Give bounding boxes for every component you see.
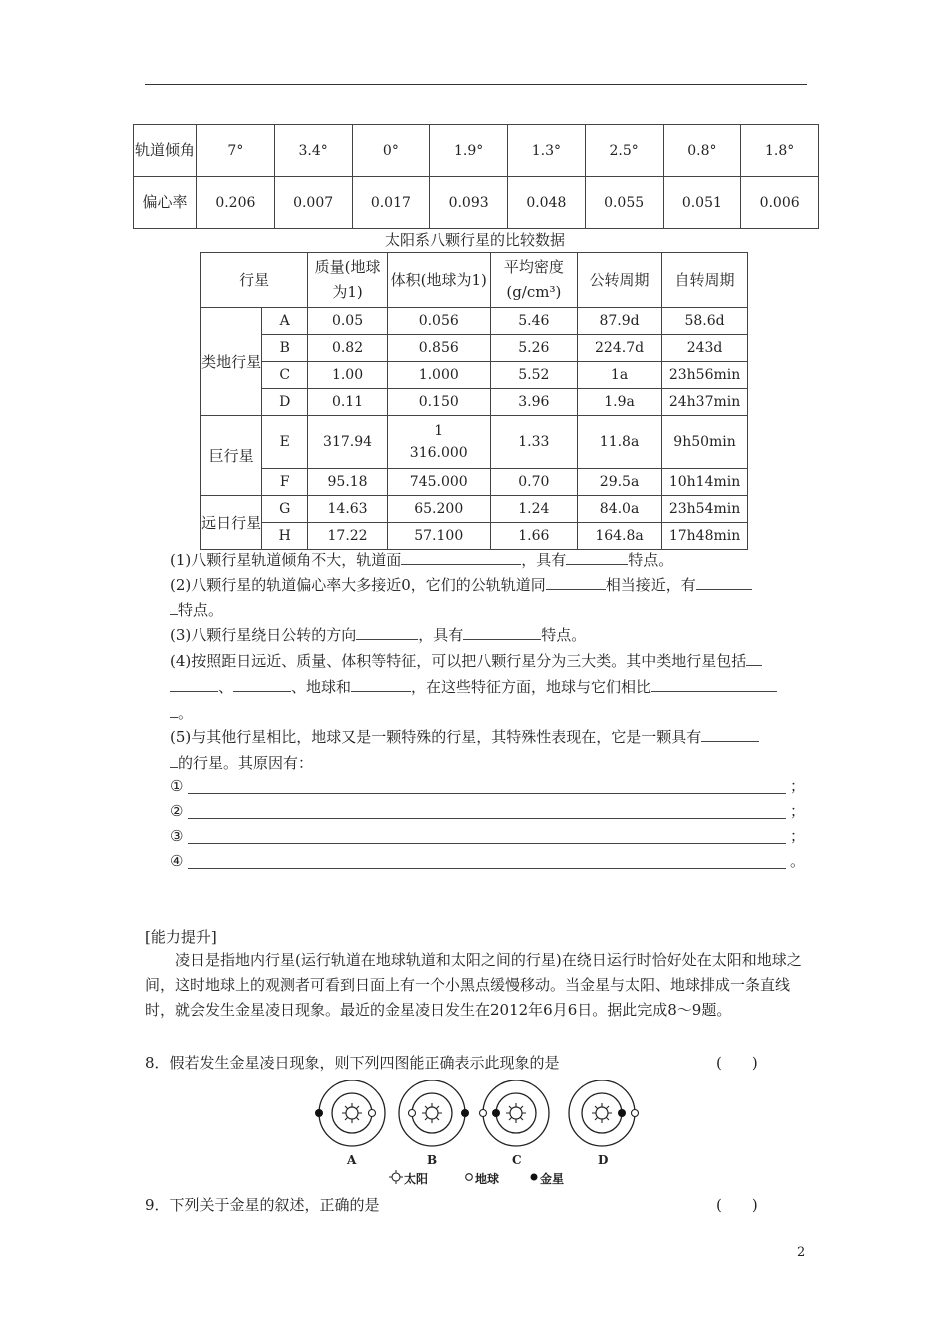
reason-1-label: ①: [170, 777, 184, 795]
section-header: [能力提升]: [145, 928, 217, 946]
option-d-figure[interactable]: [569, 1080, 639, 1146]
legend-earth-icon: [466, 1174, 473, 1181]
table-row: [201, 416, 748, 469]
reason-1-end: ；: [790, 777, 806, 795]
question-2-cont: [170, 597, 810, 624]
table-cell: 5.46: [490, 308, 577, 335]
table-row: [201, 496, 748, 523]
sun-icon: [592, 1103, 612, 1123]
table-cell: 224.7d: [578, 335, 662, 362]
reason-4-line[interactable]: [188, 868, 786, 869]
col-header-mass: 质量(地球为1): [308, 253, 387, 308]
option-a-figure[interactable]: [315, 1080, 385, 1146]
earth-icon: [480, 1110, 487, 1117]
option-d-label: D: [598, 1153, 609, 1167]
sun-icon: [506, 1103, 526, 1123]
table-cell: A: [262, 308, 308, 335]
q4-blank-4-tail[interactable]: [170, 701, 178, 718]
table-cell: 3.96: [490, 389, 577, 416]
page-number: 2: [797, 1245, 806, 1260]
table-cell: 0.017: [352, 177, 430, 229]
q2-text-c: 特点。: [178, 601, 224, 619]
table-cell: 317.94: [308, 416, 387, 469]
option-b-figure[interactable]: [399, 1080, 469, 1146]
q4-text-c: 、地球和: [291, 678, 352, 696]
reason-3-label: ③: [170, 827, 184, 845]
table-cell: 0.70: [490, 469, 577, 496]
table-cell: 1.66: [490, 523, 577, 550]
table-row: [201, 335, 748, 362]
table-row: [201, 362, 748, 389]
table-cell: 0.856: [387, 335, 490, 362]
q1-blank-2[interactable]: [566, 548, 628, 565]
q1-text-c: 特点。: [628, 551, 674, 569]
question-1: [170, 547, 810, 574]
table-cell: 1.3°: [508, 125, 586, 177]
option-a-label: A: [347, 1153, 357, 1167]
table-cell: G: [262, 496, 308, 523]
q2-text-a: (2)八颗行星的轨道偏心率大多接近0，它们的公轨轨道同: [170, 576, 546, 594]
earth-icon: [369, 1110, 376, 1117]
table-cell: 1.33: [490, 416, 577, 469]
q4-blank-2[interactable]: [233, 675, 291, 692]
q4-text-e: 。: [178, 704, 194, 722]
col-header-volume: 体积(地球为1): [387, 253, 490, 308]
table-cell: 29.5a: [578, 469, 662, 496]
table-cell: 0.056: [387, 308, 490, 335]
table-cell: 5.52: [490, 362, 577, 389]
legend-sun-label: 太阳: [404, 1172, 429, 1186]
q4-blank-4[interactable]: [651, 675, 777, 692]
table-cell: 2.5°: [585, 125, 663, 177]
question-4: [170, 648, 810, 675]
table-cell: 0°: [352, 125, 430, 177]
table-cell: 0.093: [430, 177, 508, 229]
q1-text-a: (1)八颗行星轨道倾角不大，轨道面: [170, 551, 402, 569]
question-5: [170, 724, 810, 751]
header-rule: [145, 84, 807, 85]
table-cell: D: [262, 389, 308, 416]
table-cell: 24h37min: [662, 389, 748, 416]
planet-table: [200, 252, 748, 550]
table-cell: 0.206: [197, 177, 275, 229]
question-8: 8．假若发生金星凌日现象，则下列四图能正确表示此现象的是: [145, 1054, 560, 1072]
table-cell: 95.18: [308, 469, 387, 496]
group-outer: 远日行星: [201, 496, 262, 550]
question-4-end: [170, 700, 810, 727]
q2-text-b: 相当接近，有: [605, 576, 696, 594]
option-c-figure[interactable]: [480, 1080, 550, 1146]
legend-venus-icon: [531, 1174, 538, 1181]
q4-text-a: (4)按照距日远近、质量、体积等特征，可以把八颗行星分为三大类。其中类地行星包括: [170, 652, 747, 670]
table-cell: 0.11: [308, 389, 387, 416]
reason-4-end: 。: [790, 852, 806, 870]
question-2: [170, 572, 810, 599]
table-cell: C: [262, 362, 308, 389]
table-cell: 23h56min: [662, 362, 748, 389]
venus-icon: [618, 1109, 626, 1117]
table-cell: F: [262, 469, 308, 496]
table-cell: 23h54min: [662, 496, 748, 523]
q4-blank-1-tail[interactable]: [170, 675, 218, 692]
q5-text-a: (5)与其他行星相比，地球又是一颗特殊的行星，其特殊性表现在，它是一颗具有: [170, 728, 702, 746]
table-cell: 1.00: [308, 362, 387, 389]
table-cell: 745.000: [387, 469, 490, 496]
q3-text-a: (3)八颗行星绕日公转的方向: [170, 626, 357, 644]
earth-icon: [632, 1110, 639, 1117]
legend-earth-label: 地球: [475, 1172, 500, 1186]
table-cell: 3.4°: [274, 125, 352, 177]
question-5-cont: [170, 750, 810, 777]
table-cell: 10h14min: [662, 469, 748, 496]
table-cell: 1 316.000: [387, 416, 490, 469]
sun-icon: [342, 1103, 362, 1123]
q3-text-c: 特点。: [541, 626, 587, 644]
q2-blank-1[interactable]: [546, 573, 606, 590]
table-cell: 9h50min: [662, 416, 748, 469]
table-row: [201, 389, 748, 416]
table-cell: 1.000: [387, 362, 490, 389]
reason-2-end: ；: [790, 802, 806, 820]
row-header-inclination: 轨道倾角: [134, 125, 197, 177]
table-cell: E: [262, 416, 308, 469]
table-cell: 0.051: [663, 177, 741, 229]
table-cell: 243d: [662, 335, 748, 362]
venus-icon: [315, 1109, 323, 1117]
answer-paren-8[interactable]: ( ): [716, 1054, 758, 1072]
col-header-revolution: 公转周期: [578, 253, 662, 308]
passage: 凌日是指地内行星(运行轨道在地球轨道和太阳之间的行星)在绕日运行时恰好处在太阳和地球之间，这时地球上的观测者可看到日面上有一个小黑点缓慢移动。当金星与太阳、地球排成一条直线时，就会发生金星凌日现象。最近的金星凌日发生在2012年6月6日。据此完成8～9题。: [145, 951, 802, 1019]
table-cell: 0.8°: [663, 125, 741, 177]
table-cell: 11.8a: [578, 416, 662, 469]
table-cell: B: [262, 335, 308, 362]
q1-text-b: ，具有: [521, 551, 567, 569]
table-cell: 164.8a: [578, 523, 662, 550]
row-header-eccentricity: 偏心率: [134, 177, 197, 229]
q4-blank-3[interactable]: [351, 675, 411, 692]
earth-icon: [409, 1110, 416, 1117]
table-cell: 5.26: [490, 335, 577, 362]
option-b-label: B: [427, 1153, 438, 1167]
table-cell: 0.150: [387, 389, 490, 416]
table-header-row: [201, 253, 748, 308]
table-cell: 1.9a: [578, 389, 662, 416]
table-cell: 0.006: [741, 177, 819, 229]
legend-sun-icon: [389, 1170, 403, 1184]
question-9: 9．下列关于金星的叙述，正确的是: [145, 1196, 380, 1214]
question-3: [170, 622, 810, 649]
table-cell: 7°: [197, 125, 275, 177]
table-row: [201, 308, 748, 335]
table-cell: 17.22: [308, 523, 387, 550]
table-cell: 87.9d: [578, 308, 662, 335]
table-cell: 84.0a: [578, 496, 662, 523]
table-cell: 58.6d: [662, 308, 748, 335]
q5-text-b: 的行星。其原因有：: [178, 754, 314, 772]
table-cell: 0.055: [585, 177, 663, 229]
q3-text-b: ，具有: [418, 626, 464, 644]
sun-icon: [422, 1103, 442, 1123]
reason-2-label: ②: [170, 802, 184, 820]
table-cell: 0.05: [308, 308, 387, 335]
q2-blank-2-tail[interactable]: [170, 598, 178, 615]
reason-1-line[interactable]: [188, 793, 786, 794]
table-cell: 65.200: [387, 496, 490, 523]
table-cell: 57.100: [387, 523, 490, 550]
table-cell: 17h48min: [662, 523, 748, 550]
table-cell: 14.63: [308, 496, 387, 523]
table-cell: 1.8°: [741, 125, 819, 177]
table-row: [134, 125, 819, 177]
table-cell: 0.048: [508, 177, 586, 229]
group-giant: 巨行星: [201, 416, 262, 496]
table-cell: H: [262, 523, 308, 550]
table-cell: 1.9°: [430, 125, 508, 177]
table-cell: 0.007: [274, 177, 352, 229]
table-row: [201, 469, 748, 496]
q5-blank-1[interactable]: [701, 725, 759, 742]
q4-blank-1[interactable]: [746, 649, 762, 666]
col-header-rotation: 自转周期: [662, 253, 748, 308]
table-row: [134, 177, 819, 229]
answer-paren-9[interactable]: ( ): [716, 1196, 758, 1214]
venus-icon: [492, 1109, 500, 1117]
col-header-density: 平均密度(g/cm³): [490, 253, 577, 308]
q1-blank-1[interactable]: [401, 548, 521, 565]
table-title: 太阳系八颗行星的比较数据: [384, 231, 565, 249]
q2-blank-2[interactable]: [696, 573, 752, 590]
table-cell: 0.82: [308, 335, 387, 362]
group-terrestrial: 类地行星: [201, 308, 262, 416]
table-row: [201, 523, 748, 550]
reason-4-label: ④: [170, 852, 184, 870]
table-cell: 1a: [578, 362, 662, 389]
q5-blank-1-tail[interactable]: [170, 751, 178, 768]
reason-3-line[interactable]: [188, 843, 786, 844]
q3-blank-1[interactable]: [356, 623, 418, 640]
option-c-label: C: [512, 1153, 522, 1167]
question-4-cont: [170, 674, 810, 701]
table-cell: 1.24: [490, 496, 577, 523]
reason-2-line[interactable]: [188, 818, 786, 819]
col-header-planet: 行星: [201, 253, 308, 308]
reason-3-end: ；: [790, 827, 806, 845]
q3-blank-2[interactable]: [463, 623, 541, 640]
legend-venus-label: 金星: [540, 1172, 565, 1186]
q4-text-b: 、: [218, 678, 234, 696]
q4-text-d: ，在这些特征方面，地球与它们相比: [411, 678, 652, 696]
venus-icon: [461, 1109, 469, 1117]
orbit-table: [133, 124, 819, 229]
